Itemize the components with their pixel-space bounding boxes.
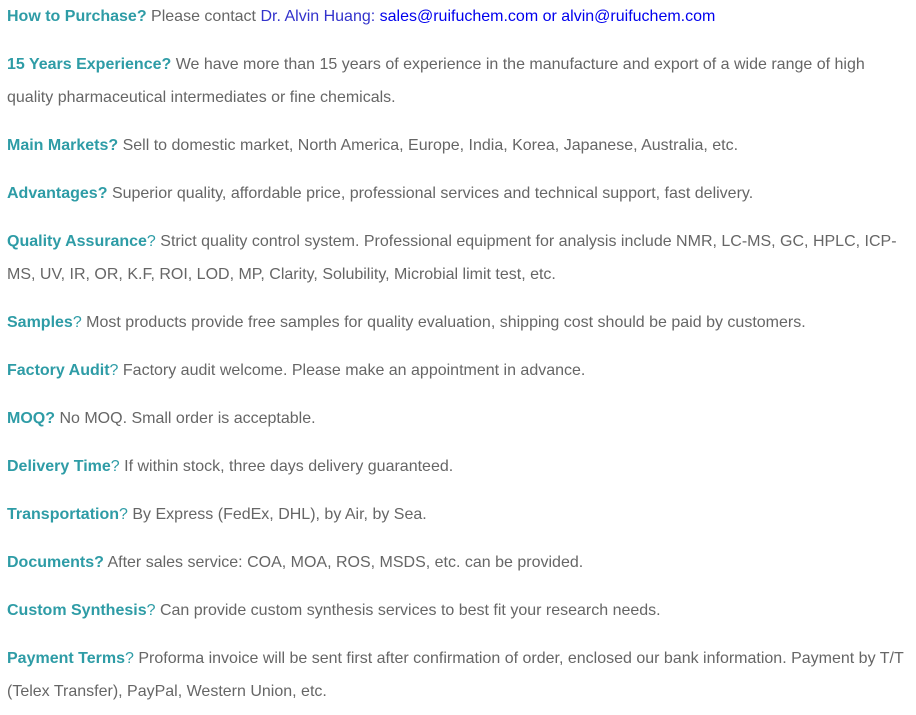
question-mark: ? bbox=[119, 506, 128, 523]
question-label: Samples bbox=[7, 314, 73, 331]
email-link[interactable]: alvin@ruifuchem.com bbox=[561, 8, 716, 25]
link-separator-text: or bbox=[538, 8, 562, 25]
answer-text: After sales service: COA, MOA, ROS, MSDS, etc. can be provided. bbox=[107, 554, 584, 571]
faq-item bbox=[7, 225, 906, 291]
question-mark: ? bbox=[146, 602, 156, 619]
question-label: Transportation bbox=[7, 506, 120, 523]
faq-item bbox=[7, 306, 906, 339]
answer-text: Sell to domestic market, North America, Europe, India, Korea, Japanese, Australia, etc. bbox=[122, 137, 739, 154]
faq-item bbox=[7, 594, 906, 627]
question-mark: ? bbox=[110, 458, 120, 475]
answer-text: Proforma invoice will be sent first after confirmation of order, enclosed our bank information. Payment by T/T (Telex Transfer), PayPal, Western Union, etc. bbox=[7, 650, 904, 700]
faq-item bbox=[7, 450, 906, 483]
question-mark: ? bbox=[94, 554, 104, 571]
question-label: 15 Years Experience bbox=[7, 56, 162, 73]
question-label: Payment Terms bbox=[7, 650, 125, 667]
question-mark: ? bbox=[124, 650, 134, 667]
answer-text: We have more than 15 years of experience in the manufacture and export of a wide range of high quality pharmaceutical intermediates or fine chemicals. bbox=[7, 56, 865, 106]
question-label: How to Purchase bbox=[7, 8, 137, 25]
answer-text: Please contact bbox=[151, 8, 261, 25]
faq-item bbox=[7, 129, 906, 162]
faq-item bbox=[7, 498, 906, 531]
question-mark: ? bbox=[161, 56, 172, 73]
answer-text: No MOQ. Small order is acceptable. bbox=[59, 410, 316, 427]
answer-text: By Express (FedEx, DHL), by Air, by Sea. bbox=[132, 506, 427, 523]
contact-link[interactable]: Dr. Alvin Huang: bbox=[260, 8, 380, 25]
question-label: MOQ bbox=[7, 410, 46, 427]
faq-item bbox=[7, 354, 906, 387]
email-link[interactable]: sales@ruifuchem.com bbox=[379, 8, 539, 25]
question-label: Factory Audit bbox=[7, 362, 110, 379]
question-label: Quality Assurance bbox=[7, 233, 147, 250]
answer-text: Can provide custom synthesis services to best fit your research needs. bbox=[159, 602, 661, 619]
faq-item bbox=[7, 48, 906, 114]
answer-text: If within stock, three days delivery guaranteed. bbox=[124, 458, 454, 475]
question-mark: ? bbox=[97, 185, 108, 202]
question-label: Custom Synthesis bbox=[7, 602, 147, 619]
faq-item bbox=[7, 402, 906, 435]
question-mark: ? bbox=[146, 233, 156, 250]
question-label: Delivery Time bbox=[7, 458, 111, 475]
answer-text: Superior quality, affordable price, professional services and technical support, fast delivery. bbox=[111, 185, 754, 202]
question-mark: ? bbox=[45, 410, 55, 427]
answer-text: Strict quality control system. Professional equipment for analysis include NMR, LC-MS, GC, HPLC, ICP-MS, UV, IR, OR, K.F, ROI, LOD, MP, Clarity, Solubility, Microbial limit test, etc. bbox=[7, 233, 897, 283]
question-mark: ? bbox=[136, 8, 147, 25]
faq-item bbox=[7, 177, 906, 210]
question-mark: ? bbox=[72, 314, 82, 331]
question-label: Main Markets bbox=[7, 137, 109, 154]
question-mark: ? bbox=[109, 362, 119, 379]
question-label: Advantages bbox=[7, 185, 98, 202]
question-mark: ? bbox=[108, 137, 119, 154]
faq-item bbox=[7, 642, 906, 708]
faq-item bbox=[7, 0, 906, 33]
question-label: Documents bbox=[7, 554, 95, 571]
answer-text: Most products provide free samples for quality evaluation, shipping cost should be paid by customers. bbox=[86, 314, 806, 331]
faq-item bbox=[7, 546, 906, 579]
faq-list bbox=[7, 0, 906, 708]
answer-text: Factory audit welcome. Please make an appointment in advance. bbox=[122, 362, 586, 379]
